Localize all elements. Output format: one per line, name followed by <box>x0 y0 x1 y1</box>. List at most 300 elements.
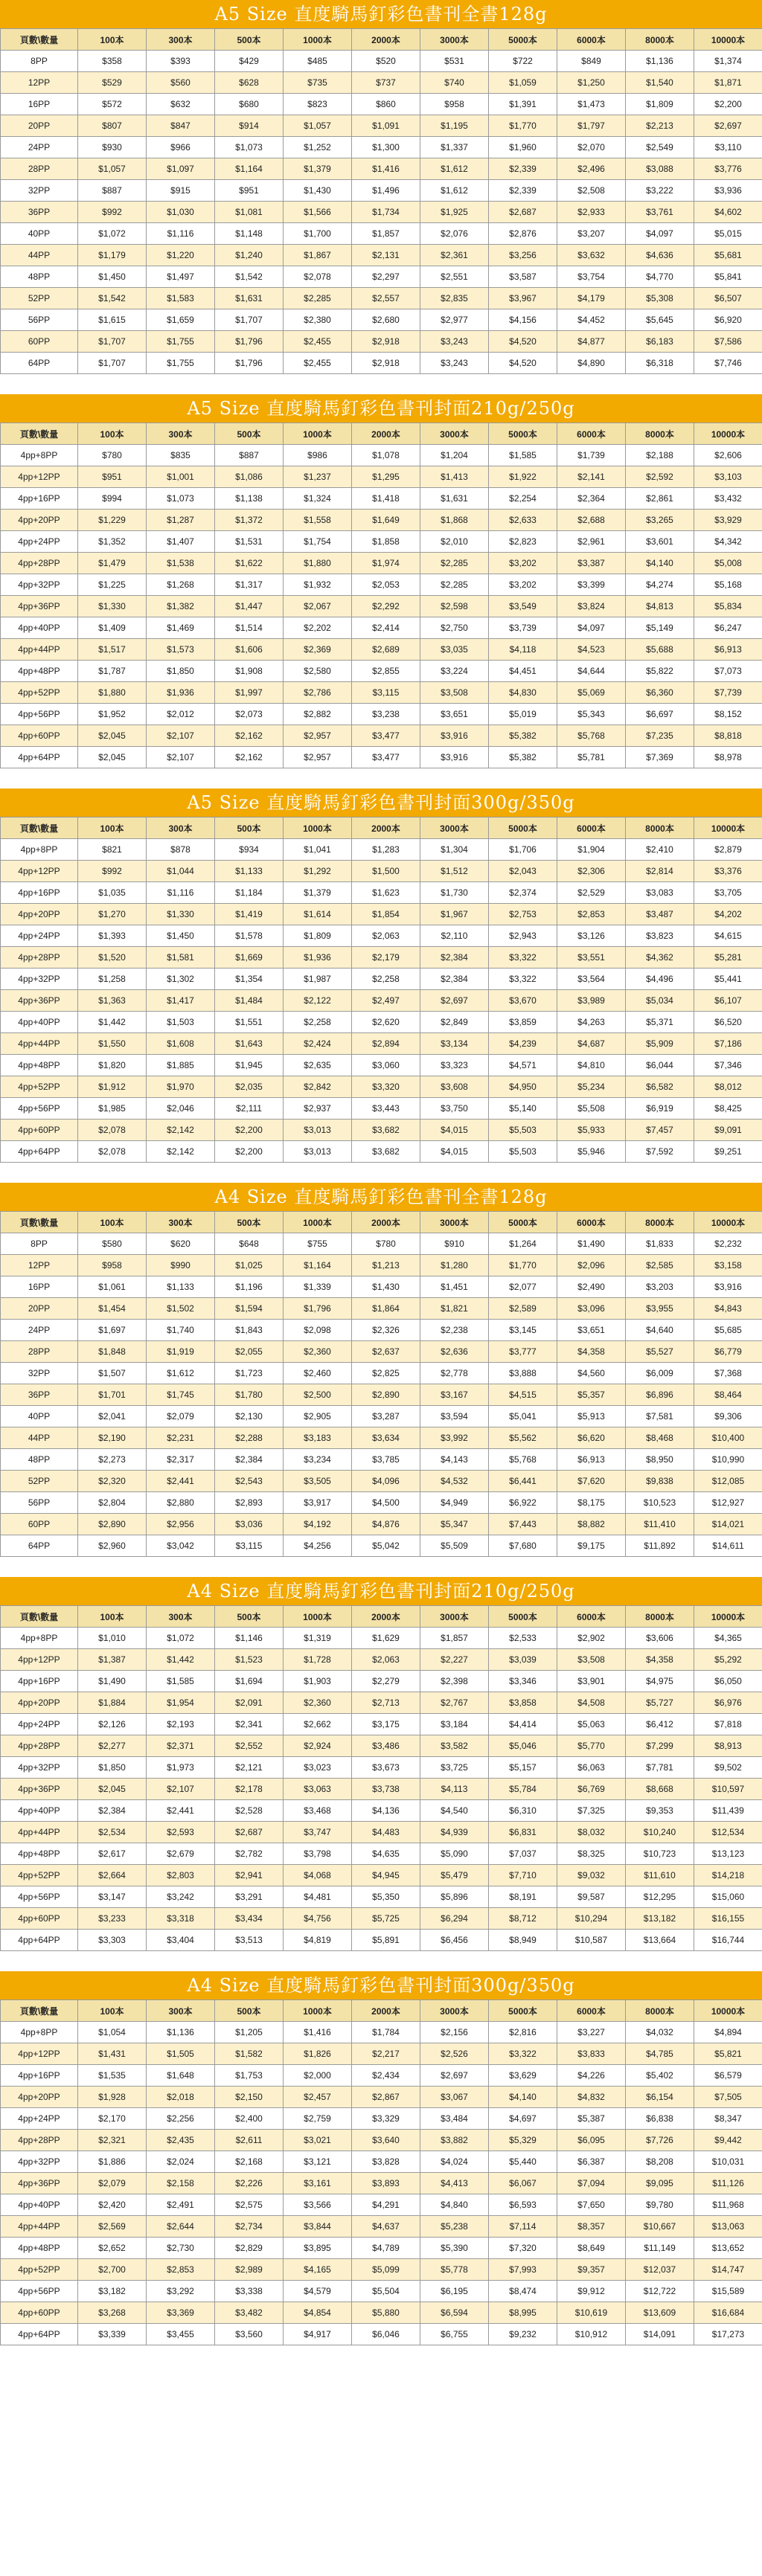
price-cell: $3,629 <box>489 2065 557 2087</box>
price-cell: $3,323 <box>420 1055 489 1076</box>
row-header-pages: 4pp+12PP <box>1 861 78 882</box>
price-cell: $1,858 <box>352 531 420 553</box>
price-cell: $10,619 <box>557 2302 626 2324</box>
column-header-quantity: 100本 <box>78 1606 147 1628</box>
price-cell: $3,233 <box>78 1908 147 1930</box>
table-row <box>1 1692 762 1714</box>
price-cell: $11,892 <box>626 1535 694 1557</box>
price-cell: $4,500 <box>352 1492 420 1514</box>
price-cell: $6,044 <box>626 1055 694 1076</box>
price-cell: $1,500 <box>352 861 420 882</box>
section-title: A5 Size 直度騎馬釘彩色書刊封面210g/250g <box>0 394 762 423</box>
price-cell: $5,157 <box>489 1757 557 1779</box>
price-cell: $6,913 <box>557 1449 626 1471</box>
price-cell: $3,739 <box>489 617 557 639</box>
section-title: A5 Size 直度騎馬釘彩色書刊全書128g <box>0 0 762 28</box>
price-cell: $3,670 <box>489 990 557 1012</box>
price-cell: $3,023 <box>284 1757 352 1779</box>
price-cell: $1,880 <box>78 682 147 704</box>
price-cell: $1,061 <box>78 1276 147 1298</box>
price-cell: $8,950 <box>626 1449 694 1471</box>
table-row <box>1 2043 762 2065</box>
price-cell: $5,725 <box>352 1908 420 1930</box>
price-cell: $3,339 <box>78 2324 147 2345</box>
price-cell: $15,060 <box>694 1886 762 1908</box>
price-cell: $2,689 <box>352 639 420 661</box>
price-cell: $572 <box>78 94 147 115</box>
price-cell: $8,468 <box>626 1427 694 1449</box>
price-cell: $3,096 <box>557 1298 626 1320</box>
price-cell: $1,490 <box>78 1671 147 1692</box>
price-cell: $6,441 <box>489 1471 557 1492</box>
price-cell: $3,508 <box>557 1649 626 1671</box>
price-cell: $4,239 <box>489 1033 557 1055</box>
price-cell: $580 <box>78 1233 147 1255</box>
price-cell: $5,770 <box>557 1735 626 1757</box>
price-cell: $3,747 <box>284 1822 352 1843</box>
price-cell: $780 <box>352 1233 420 1255</box>
price-cell: $3,184 <box>420 1714 489 1735</box>
price-cell: $3,060 <box>352 1055 420 1076</box>
row-header-pages: 48PP <box>1 266 78 288</box>
price-cell: $1,583 <box>147 288 215 309</box>
price-cell: $648 <box>215 1233 284 1255</box>
price-cell: $1,520 <box>78 947 147 969</box>
table-row <box>1 2238 762 2259</box>
price-cell: $4,192 <box>284 1514 352 1535</box>
price-cell: $3,067 <box>420 2087 489 2108</box>
price-cell: $14,611 <box>694 1535 762 1557</box>
price-cell: $6,456 <box>420 1930 489 1951</box>
row-header-pages: 24PP <box>1 137 78 158</box>
table-row <box>1 202 762 223</box>
price-cell: $1,451 <box>420 1276 489 1298</box>
column-header-quantity: 300本 <box>147 1606 215 1628</box>
price-cell: $4,636 <box>626 245 694 266</box>
price-cell: $6,063 <box>557 1757 626 1779</box>
price-cell: $1,700 <box>284 223 352 245</box>
price-cell: $2,585 <box>626 1255 694 1276</box>
row-header-pages: 28PP <box>1 158 78 180</box>
price-cell: $2,158 <box>147 2173 215 2194</box>
price-cell: $3,434 <box>215 1908 284 1930</box>
price-cell: $16,684 <box>694 2302 762 2324</box>
price-cell: $2,131 <box>352 245 420 266</box>
price-cell: $6,412 <box>626 1714 694 1735</box>
price-table-section <box>0 1971 762 2345</box>
price-cell: $1,551 <box>215 1012 284 1033</box>
price-cell: $1,059 <box>489 72 557 94</box>
price-cell: $1,164 <box>284 1255 352 1276</box>
price-cell: $3,705 <box>694 882 762 904</box>
price-cell: $2,960 <box>78 1535 147 1557</box>
price-cell: $3,917 <box>284 1492 352 1514</box>
column-header-quantity: 2000本 <box>352 818 420 839</box>
price-cell: $990 <box>147 1255 215 1276</box>
price-cell: $1,252 <box>284 137 352 158</box>
price-cell: $10,723 <box>626 1843 694 1865</box>
table-row <box>1 1930 762 1951</box>
price-cell: $2,855 <box>352 661 420 682</box>
price-cell: $2,073 <box>215 704 284 725</box>
price-cell: $3,238 <box>352 704 420 725</box>
price-cell: $429 <box>215 51 284 72</box>
price-cell: $1,854 <box>352 904 420 925</box>
price-cell: $3,916 <box>420 725 489 747</box>
price-cell: $3,955 <box>626 1298 694 1320</box>
price-cell: $2,491 <box>147 2194 215 2216</box>
price-cell: $5,834 <box>694 596 762 617</box>
price-cell: $2,549 <box>626 137 694 158</box>
price-cell: $2,400 <box>215 2108 284 2130</box>
price-cell: $4,358 <box>557 1341 626 1363</box>
price-cell: $7,781 <box>626 1757 694 1779</box>
price-cell: $3,564 <box>557 969 626 990</box>
price-cell: $1,936 <box>284 947 352 969</box>
price-cell: $5,357 <box>557 1384 626 1406</box>
row-header-pages: 4pp+24PP <box>1 2108 78 2130</box>
price-cell: $4,894 <box>694 2022 762 2043</box>
price-cell: $4,890 <box>557 353 626 374</box>
price-cell: $5,034 <box>626 990 694 1012</box>
column-header-quantity: 300本 <box>147 2000 215 2022</box>
price-cell: $5,781 <box>557 747 626 768</box>
table-row <box>1 51 762 72</box>
price-cell: $1,304 <box>420 839 489 861</box>
price-cell: $3,967 <box>489 288 557 309</box>
price-cell: $1,146 <box>215 1628 284 1649</box>
price-cell: $2,297 <box>352 266 420 288</box>
price-cell: $2,098 <box>284 1320 352 1341</box>
price-cell: $1,496 <box>352 180 420 202</box>
price-cell: $1,659 <box>147 309 215 331</box>
price-cell: $5,099 <box>352 2259 420 2281</box>
price-cell: $847 <box>147 115 215 137</box>
price-cell: $878 <box>147 839 215 861</box>
price-cell: $5,508 <box>557 1098 626 1120</box>
price-cell: $4,156 <box>489 309 557 331</box>
price-cell: $1,848 <box>78 1341 147 1363</box>
table-row <box>1 158 762 180</box>
price-cell: $1,585 <box>147 1671 215 1692</box>
price-cell: $2,664 <box>78 1865 147 1886</box>
price-cell: $3,158 <box>694 1255 762 1276</box>
price-cell: $8,712 <box>489 1908 557 1930</box>
table-row <box>1 1120 762 1141</box>
price-cell: $1,010 <box>78 1628 147 1649</box>
column-header-quantity: 3000本 <box>420 29 489 51</box>
column-header-quantity: 500本 <box>215 818 284 839</box>
price-cell: $2,816 <box>489 2022 557 2043</box>
price-cell: $3,477 <box>352 725 420 747</box>
price-cell: $1,264 <box>489 1233 557 1255</box>
row-header-pages: 4pp+28PP <box>1 947 78 969</box>
price-cell: $2,010 <box>420 531 489 553</box>
price-cell: $2,258 <box>284 1012 352 1033</box>
row-header-pages: 4pp+24PP <box>1 1714 78 1735</box>
price-cell: $632 <box>147 94 215 115</box>
price-cell: $5,503 <box>489 1141 557 1163</box>
price-cell: $2,321 <box>78 2130 147 2151</box>
row-header-pages: 4pp+8PP <box>1 445 78 466</box>
price-cell: $1,469 <box>147 617 215 639</box>
price-cell: $1,908 <box>215 661 284 682</box>
price-cell: $1,057 <box>284 115 352 137</box>
price-cell: $2,178 <box>215 1779 284 1800</box>
price-cell: $1,407 <box>147 531 215 553</box>
row-header-pages: 4pp+16PP <box>1 488 78 510</box>
price-cell: $1,903 <box>284 1671 352 1692</box>
row-header-pages: 4pp+20PP <box>1 2087 78 2108</box>
row-header-pages: 36PP <box>1 1384 78 1406</box>
column-header-quantity: 300本 <box>147 29 215 51</box>
price-cell: $1,116 <box>147 882 215 904</box>
price-cell: $5,347 <box>420 1514 489 1535</box>
price-cell: $2,126 <box>78 1714 147 1735</box>
price-cell: $2,457 <box>284 2087 352 2108</box>
price-cell: $13,652 <box>694 2238 762 2259</box>
price-cell: $3,243 <box>420 331 489 353</box>
price-cell: $3,594 <box>420 1406 489 1427</box>
price-cell: $2,569 <box>78 2216 147 2238</box>
price-cell: $5,041 <box>489 1406 557 1427</box>
row-header-pages: 4pp+40PP <box>1 1800 78 1822</box>
price-cell: $3,992 <box>420 1427 489 1449</box>
price-cell: $2,786 <box>284 682 352 704</box>
price-cell: $992 <box>78 202 147 223</box>
row-header-pages: 4pp+8PP <box>1 839 78 861</box>
price-cell: $1,594 <box>215 1298 284 1320</box>
price-cell: $2,551 <box>420 266 489 288</box>
price-cell: $5,688 <box>626 639 694 661</box>
price-cell: $1,884 <box>78 1692 147 1714</box>
price-cell: $1,558 <box>284 510 352 531</box>
row-header-pages: 64PP <box>1 1535 78 1557</box>
price-cell: $2,697 <box>420 990 489 1012</box>
price-cell: $3,828 <box>352 2151 420 2173</box>
price-cell: $3,560 <box>215 2324 284 2345</box>
table-row <box>1 266 762 288</box>
price-cell: $4,789 <box>352 2238 420 2259</box>
price-cell: $1,196 <box>215 1276 284 1298</box>
table-row <box>1 353 762 374</box>
price-cell: $2,543 <box>215 1471 284 1492</box>
price-cell: $3,513 <box>215 1930 284 1951</box>
price-cell: $6,310 <box>489 1800 557 1822</box>
price-cell: $4,917 <box>284 2324 352 2345</box>
price-cell: $1,615 <box>78 309 147 331</box>
price-cell: $1,507 <box>78 1363 147 1384</box>
price-cell: $4,540 <box>420 1800 489 1822</box>
price-cell: $9,175 <box>557 1535 626 1557</box>
price-cell: $1,755 <box>147 353 215 374</box>
price-cell: $2,285 <box>420 553 489 574</box>
price-cell: $1,416 <box>352 158 420 180</box>
price-cell: $3,115 <box>352 682 420 704</box>
row-header-pages: 4pp+24PP <box>1 531 78 553</box>
price-cell: $2,217 <box>352 2043 420 2065</box>
price-cell: $3,013 <box>284 1120 352 1141</box>
row-header-pages: 4pp+56PP <box>1 2281 78 2302</box>
price-cell: $1,542 <box>215 266 284 288</box>
price-cell: $3,322 <box>489 2043 557 2065</box>
column-header-quantity: 300本 <box>147 818 215 839</box>
price-cell: $2,589 <box>489 1298 557 1320</box>
price-cell: $3,682 <box>352 1120 420 1141</box>
price-cell: $2,460 <box>284 1363 352 1384</box>
price-cell: $1,330 <box>147 904 215 925</box>
price-cell: $2,435 <box>147 2130 215 2151</box>
price-cell: $11,410 <box>626 1514 694 1535</box>
price-cell: $8,152 <box>694 704 762 725</box>
price-cell: $1,300 <box>352 137 420 158</box>
price-cell: $1,540 <box>626 72 694 94</box>
price-cell: $1,952 <box>78 704 147 725</box>
price-cell: $2,339 <box>489 180 557 202</box>
price-cell: $2,000 <box>284 2065 352 2087</box>
price-cell: $7,726 <box>626 2130 694 2151</box>
price-cell: $1,072 <box>78 223 147 245</box>
price-cell: $1,240 <box>215 245 284 266</box>
price-cell: $1,826 <box>284 2043 352 2065</box>
price-cell: $5,149 <box>626 617 694 639</box>
price-cell: $2,680 <box>352 309 420 331</box>
price-cell: $16,744 <box>694 1930 762 1951</box>
price-cell: $1,820 <box>78 1055 147 1076</box>
price-cell: $2,424 <box>284 1033 352 1055</box>
price-cell: $1,796 <box>284 1298 352 1320</box>
price-cell: $1,925 <box>420 202 489 223</box>
price-cell: $1,393 <box>78 925 147 947</box>
price-cell: $6,896 <box>626 1384 694 1406</box>
row-header-pages: 4pp+40PP <box>1 617 78 639</box>
price-cell: $5,440 <box>489 2151 557 2173</box>
price-cell: $9,912 <box>557 2281 626 2302</box>
price-cell: $7,505 <box>694 2087 762 2108</box>
price-cell: $3,725 <box>420 1757 489 1779</box>
table-row <box>1 466 762 488</box>
price-cell: $1,447 <box>215 596 284 617</box>
price-cell: $3,404 <box>147 1930 215 1951</box>
price-cell: $2,879 <box>694 839 762 861</box>
price-cell: $2,254 <box>489 488 557 510</box>
price-cell: $9,095 <box>626 2173 694 2194</box>
row-header-pages: 16PP <box>1 1276 78 1298</box>
row-header-pages: 4pp+56PP <box>1 1098 78 1120</box>
row-header-pages: 4pp+44PP <box>1 1033 78 1055</box>
price-cell: $4,640 <box>626 1320 694 1341</box>
price-cell: $2,063 <box>352 1649 420 1671</box>
price-cell: $1,734 <box>352 202 420 223</box>
price-cell: $2,326 <box>352 1320 420 1341</box>
row-header-pages: 4pp+20PP <box>1 904 78 925</box>
price-cell: $12,037 <box>626 2259 694 2281</box>
price-cell: $2,933 <box>557 202 626 223</box>
price-cell: $2,611 <box>215 2130 284 2151</box>
price-cell: $2,580 <box>284 661 352 682</box>
table-row <box>1 1822 762 1843</box>
price-cell: $5,402 <box>626 2065 694 2087</box>
price-cell: $2,258 <box>352 969 420 990</box>
column-header-quantity: 1000本 <box>284 1606 352 1628</box>
table-row <box>1 1298 762 1320</box>
price-cell: $2,142 <box>147 1120 215 1141</box>
price-cell: $1,073 <box>215 137 284 158</box>
price-cell: $9,032 <box>557 1865 626 1886</box>
price-cell: $1,473 <box>557 94 626 115</box>
price-cell: $1,843 <box>215 1320 284 1341</box>
column-header-quantity: 10000本 <box>694 818 762 839</box>
price-cell: $4,118 <box>489 639 557 661</box>
price-cell: $5,527 <box>626 1341 694 1363</box>
price-cell: $6,582 <box>626 1076 694 1098</box>
price-cell: $2,384 <box>420 969 489 990</box>
price-cell: $9,442 <box>694 2130 762 2151</box>
column-header-quantity: 500本 <box>215 1606 284 1628</box>
price-cell: $4,949 <box>420 1492 489 1514</box>
price-cell: $8,425 <box>694 1098 762 1120</box>
price-cell: $2,890 <box>352 1384 420 1406</box>
price-cell: $4,876 <box>352 1514 420 1535</box>
price-cell: $9,357 <box>557 2259 626 2281</box>
price-cell: $5,008 <box>694 553 762 574</box>
table-row <box>1 531 762 553</box>
price-cell: $4,165 <box>284 2259 352 2281</box>
price-cell: $12,295 <box>626 1886 694 1908</box>
price-cell: $1,850 <box>147 661 215 682</box>
price-cell: $2,730 <box>147 2238 215 2259</box>
price-cell: $2,637 <box>352 1341 420 1363</box>
price-cell: $1,974 <box>352 553 420 574</box>
price-cell: $14,747 <box>694 2259 762 2281</box>
price-cell: $737 <box>352 72 420 94</box>
row-header-pages: 4pp+60PP <box>1 1908 78 1930</box>
price-cell: $4,785 <box>626 2043 694 2065</box>
price-cell: $3,882 <box>420 2130 489 2151</box>
header-row <box>1 2000 762 2022</box>
price-cell: $4,140 <box>626 553 694 574</box>
price-cell: $9,306 <box>694 1406 762 1427</box>
price-cell: $11,439 <box>694 1800 762 1822</box>
table-row <box>1 115 762 137</box>
price-cell: $2,226 <box>215 2173 284 2194</box>
price-cell: $2,750 <box>420 617 489 639</box>
price-cell: $740 <box>420 72 489 94</box>
table-row <box>1 2065 762 2087</box>
table-row <box>1 1865 762 1886</box>
table-row <box>1 1055 762 1076</box>
price-cell: $5,503 <box>489 1120 557 1141</box>
price-cell: $1,904 <box>557 839 626 861</box>
row-header-pages: 4pp+36PP <box>1 990 78 1012</box>
price-cell: $3,833 <box>557 2043 626 2065</box>
price-cell: $7,650 <box>557 2194 626 2216</box>
price-cell: $1,606 <box>215 639 284 661</box>
price-cell: $1,418 <box>352 488 420 510</box>
table-row <box>1 2151 762 2173</box>
price-cell: $4,560 <box>557 1363 626 1384</box>
price-cell: $7,369 <box>626 747 694 768</box>
price-cell: $1,833 <box>626 1233 694 1255</box>
price-cell: $4,481 <box>284 1886 352 1908</box>
table-row <box>1 553 762 574</box>
price-cell: $1,867 <box>284 245 352 266</box>
price-cell: $2,905 <box>284 1406 352 1427</box>
price-cell: $3,134 <box>420 1033 489 1055</box>
price-cell: $821 <box>78 839 147 861</box>
price-cell: $13,609 <box>626 2302 694 2324</box>
price-cell: $6,387 <box>557 2151 626 2173</box>
